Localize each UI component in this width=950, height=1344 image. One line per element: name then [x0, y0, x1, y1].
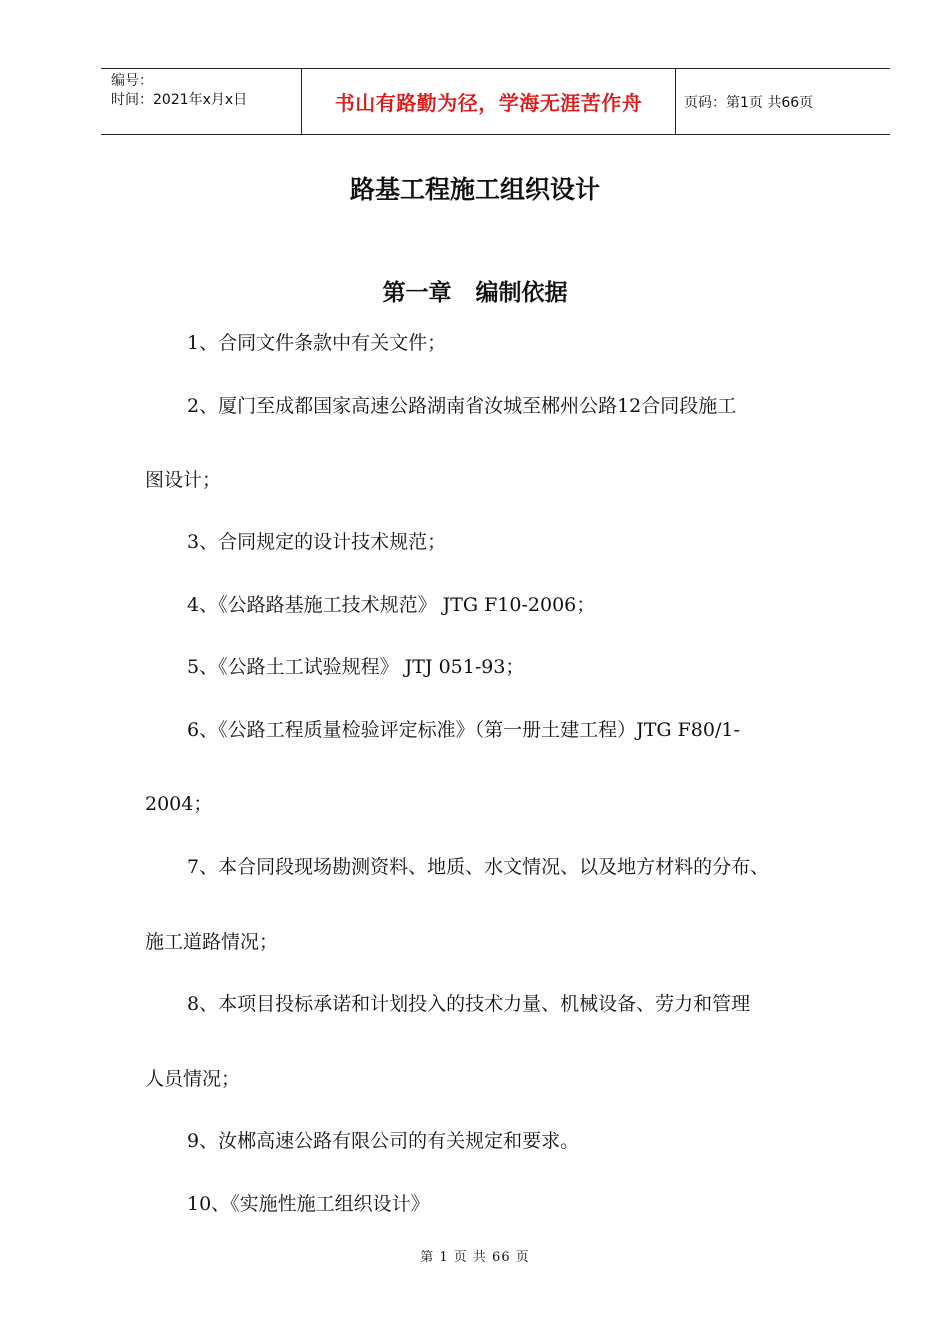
paragraph-line: 3、合同规定的设计技术规范；	[187, 531, 447, 553]
time-label: 时间：2021年x月x日	[111, 92, 248, 108]
number-label: 编号：	[111, 73, 153, 89]
paragraph-line: 8、本项目投标承诺和计划投入的技术力量、机械设备、劳力和管理	[187, 993, 751, 1015]
page-info: 页码：第1页 共66页	[684, 94, 814, 111]
motto: 书山有路勤为径，学海无涯苦作舟	[301, 69, 676, 134]
paragraph-line: 人员情况；	[145, 1068, 241, 1090]
page-footer: 第 1 页 共 66 页	[420, 1250, 530, 1265]
paragraph-line: 4、《公路路基施工技术规范》 JTG F10-2006；	[187, 594, 596, 616]
paragraph-line: 5、《公路土工试验规程》 JTJ 051-93；	[187, 656, 525, 678]
paragraph-line: 1、合同文件条款中有关文件；	[187, 332, 447, 354]
paragraph-line: 图设计；	[145, 469, 222, 491]
paragraph-line: 2、厦门至成都国家高速公路湖南省汝城至郴州公路12合同段施工	[187, 395, 737, 417]
header-meta-cell	[101, 69, 301, 134]
paragraph-line: 10、《实施性施工组织设计》	[187, 1193, 430, 1215]
document-title: 路基工程施工组织设计	[349, 175, 600, 204]
paragraph-line: 7、本合同段现场勘测资料、地质、水文情况、以及地方材料的分布、	[187, 856, 770, 878]
paragraph-line: 2004；	[145, 793, 213, 815]
paragraph-line: 施工道路情况；	[145, 931, 279, 953]
header-table	[101, 68, 890, 135]
chapter-heading: 第一章 编制依据	[382, 280, 568, 306]
paragraph-line: 9、汝郴高速公路有限公司的有关规定和要求。	[187, 1130, 580, 1152]
paragraph-line: 6、《公路工程质量检验评定标准》（第一册土建工程）JTG F80/1-	[187, 719, 740, 741]
